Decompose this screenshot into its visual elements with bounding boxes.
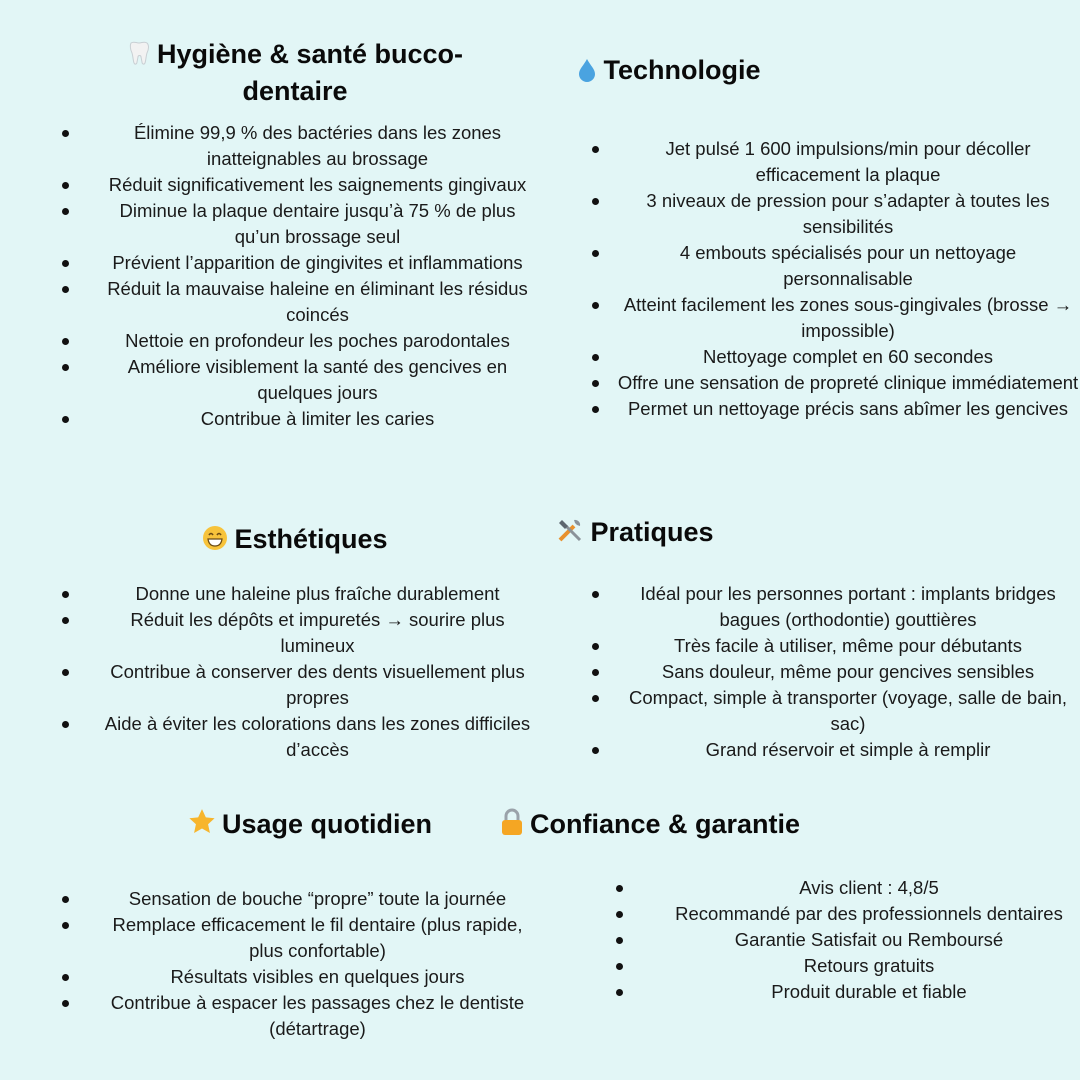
bullet-icon [592, 354, 599, 361]
list-item-text: Idéal pour les personnes portant : implants bridges bagues (orthodontie) gouttières [640, 583, 1056, 630]
list-item-text: Contribue à espacer les passages chez le dentiste (détartrage) [110, 992, 525, 1039]
list-item [618, 927, 1080, 953]
water-drop-icon [577, 58, 597, 82]
list-item-text: Avis client : 4,8/5 [799, 877, 939, 898]
bullet-icon [616, 885, 623, 892]
section-title-usage-quotidien: Usage quotidien [100, 806, 520, 843]
bullet-icon [592, 198, 599, 205]
grinning-face-icon [202, 525, 228, 551]
bullet-icon [62, 338, 69, 345]
bullet-icon [62, 182, 69, 189]
tools-icon [556, 516, 584, 544]
list-item-text: Élimine 99,9 % des bactéries dans les zones inatteignables au brossage [133, 122, 502, 169]
list-item [62, 990, 538, 1042]
section-title-technologie: Technologie [464, 52, 874, 89]
section-title-confiance-garantie: Confiance & garantie [430, 806, 870, 843]
hygiene-list [62, 120, 538, 432]
bullet-icon [62, 591, 69, 598]
bullet-icon [62, 922, 69, 929]
list-item-text: Nettoie en profondeur les poches parodontales [125, 330, 510, 351]
list-item [594, 685, 1080, 737]
bullet-icon [62, 286, 69, 293]
list-item [594, 633, 1080, 659]
list-item-text: Remplace efficacement le fil dentaire (plus rapide, plus confortable) [112, 914, 523, 961]
esthetiques-list [62, 581, 538, 763]
list-item [594, 370, 1080, 396]
bullet-icon [62, 896, 69, 903]
lock-icon [500, 808, 524, 836]
list-item [594, 581, 1080, 633]
list-item-text: Donne une haleine plus fraîche durablement [135, 583, 500, 604]
section-title-esthetiques: Esthétiques [100, 521, 490, 558]
bullet-icon [592, 302, 599, 309]
list-item [62, 659, 538, 711]
bullet-icon [592, 695, 599, 702]
list-item [62, 886, 538, 912]
list-item-text: Grand réservoir et simple à remplir [705, 739, 991, 760]
list-item-text: Contribue à limiter les caries [200, 408, 435, 429]
list-item [618, 979, 1080, 1005]
list-item [62, 328, 538, 354]
tooth-icon [127, 40, 151, 66]
bullet-icon [62, 208, 69, 215]
list-item [618, 953, 1080, 979]
bullet-icon [62, 260, 69, 267]
list-item [62, 964, 538, 990]
list-item [62, 581, 538, 607]
bullet-icon [62, 974, 69, 981]
bullet-icon [592, 146, 599, 153]
bullet-icon [62, 1000, 69, 1007]
list-item [594, 136, 1080, 188]
bullet-icon [62, 364, 69, 371]
list-item-text: Produit durable et fiable [771, 981, 967, 1002]
pratiques-list [594, 581, 1080, 763]
list-item-text: Améliore visiblement la santé des gencives en quelques jours [127, 356, 508, 403]
bullet-icon [616, 963, 623, 970]
list-item-text: Sans douleur, même pour gencives sensibles [661, 661, 1035, 682]
bullet-icon [616, 911, 623, 918]
list-item-text: Prévient l’apparition de gingivites et inflammations [112, 252, 523, 273]
bullet-icon [62, 130, 69, 137]
list-item-text: Sensation de bouche “propre” toute la journée [128, 888, 507, 909]
list-item-text: Garantie Satisfait ou Remboursé [734, 929, 1004, 950]
star-icon [188, 808, 216, 836]
list-item-text: Recommandé par des professionnels dentaires [675, 903, 1063, 924]
list-item-text: Contribue à conserver des dents visuellement plus propres [110, 661, 525, 708]
list-item-text: Très facile à utiliser, même pour débutants [674, 635, 1022, 656]
list-item [62, 354, 538, 406]
list-item [618, 875, 1080, 901]
list-item [594, 240, 1080, 292]
list-item [594, 344, 1080, 370]
list-item-text: Réduit significativement les saignements gingivaux [108, 174, 527, 195]
list-item [594, 659, 1080, 685]
list-item [618, 901, 1080, 927]
list-item [62, 607, 538, 659]
list-item [62, 120, 538, 172]
list-item-text: Résultats visibles en quelques jours [170, 966, 465, 987]
list-item [62, 912, 538, 964]
list-item-text: Réduit les dépôts et impuretés → sourire plus lumineux [130, 609, 505, 656]
list-item-text: Retours gratuits [803, 955, 935, 976]
list-item-text: Jet pulsé 1 600 impulsions/min pour décoller efficacement la plaque [665, 138, 1031, 185]
list-item [594, 737, 1080, 763]
bullet-icon [592, 747, 599, 754]
list-item [594, 396, 1080, 422]
list-item [62, 711, 538, 763]
technologie-list [594, 136, 1080, 422]
list-item [62, 276, 538, 328]
bullet-icon [62, 617, 69, 624]
list-item-text: Diminue la plaque dentaire jusqu’à 75 % de plus qu’un brossage seul [119, 200, 516, 247]
bullet-icon [592, 250, 599, 257]
list-item-text: Aide à éviter les colorations dans les zones difficiles d’accès [104, 713, 531, 760]
section-title-hygiene: Hygiène & santé bucco-dentaire [100, 36, 490, 110]
list-item [62, 172, 538, 198]
list-item-text: Nettoyage complet en 60 secondes [702, 346, 994, 367]
bullet-icon [592, 643, 599, 650]
bullet-icon [592, 380, 599, 387]
bullet-icon [592, 406, 599, 413]
usage-quotidien-list [62, 886, 538, 1042]
list-item-text: Offre une sensation de propreté clinique immédiatement [617, 372, 1079, 393]
bullet-icon [616, 937, 623, 944]
list-item-text: Réduit la mauvaise haleine en éliminant les résidus coincés [107, 278, 528, 325]
bullet-icon [62, 416, 69, 423]
bullet-icon [592, 669, 599, 676]
bullet-icon [62, 721, 69, 728]
bullet-icon [62, 669, 69, 676]
bullet-icon [616, 989, 623, 996]
list-item [62, 198, 538, 250]
list-item-text: Compact, simple à transporter (voyage, salle de bain, sac) [628, 687, 1068, 734]
list-item-text: Atteint facilement les zones sous-gingivales (brosse → impossible) [623, 294, 1073, 341]
bullet-icon [592, 591, 599, 598]
list-item-text: 3 niveaux de pression pour s’adapter à toutes les sensibilités [646, 190, 1050, 237]
list-item-text: 4 embouts spécialisés pour un nettoyage personnalisable [679, 242, 1017, 289]
section-title-pratiques: Pratiques [430, 514, 840, 551]
list-item-text: Permet un nettoyage précis sans abîmer les gencives [627, 398, 1069, 419]
list-item [62, 406, 538, 432]
list-item [594, 292, 1080, 344]
list-item [594, 188, 1080, 240]
confiance-list [618, 875, 1080, 1005]
list-item [62, 250, 538, 276]
